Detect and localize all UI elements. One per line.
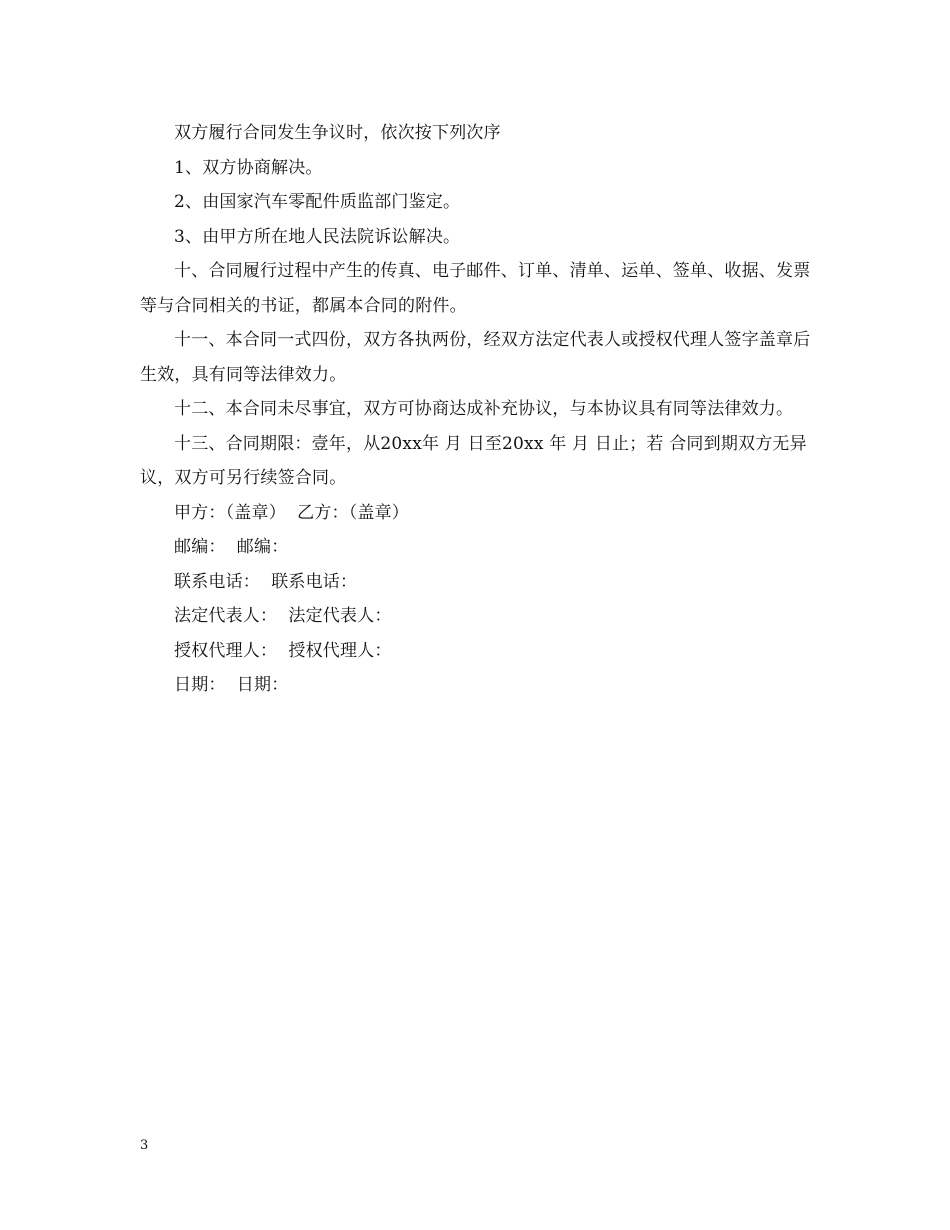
document-body	[140, 116, 820, 703]
dispute-resolution-intro: 双方履行合同发生争议时，依次按下列次序	[174, 123, 501, 143]
clause-12: 十二、本合同未尽事宜，双方可协商达成补充协议，与本协议具有同等法律效力。	[174, 399, 794, 419]
date-line: 日期： 日期：	[174, 675, 289, 695]
clause-11: 十一、本合同一式四份，双方各执两份，经双方法定代表人或授权代理人签字盖章后生效，具有同等法律效力。	[140, 330, 811, 385]
clause-10: 十、合同履行过程中产生的传真、电子邮件、订单、清单、运单、签单、收据、发票等与合同相关的书证，都属本合同的附件。	[140, 261, 811, 316]
dispute-option-2: 2、由国家汽车零配件质监部门鉴定。	[174, 192, 461, 212]
dispute-option-1: 1、双方协商解决。	[174, 157, 323, 178]
page-number: 3	[140, 1138, 149, 1153]
dispute-option-3: 3、由甲方所在地人民法院诉讼解决。	[174, 226, 461, 247]
legal-representative-line: 法定代表人： 法定代表人：	[174, 606, 392, 626]
phone-line: 联系电话： 联系电话：	[174, 571, 358, 592]
authorized-agent-line: 授权代理人： 授权代理人：	[174, 640, 392, 661]
party-stamp-line: 甲方：（盖章） 乙方：（盖章）	[174, 502, 410, 523]
clause-13: 十三、合同期限：壹年，从20xx年 月 日至20xx 年 月 日止；若 合同到期双方无异议，双方可另行续签合同。	[140, 433, 807, 488]
postal-code-line: 邮编： 邮编：	[174, 537, 289, 557]
